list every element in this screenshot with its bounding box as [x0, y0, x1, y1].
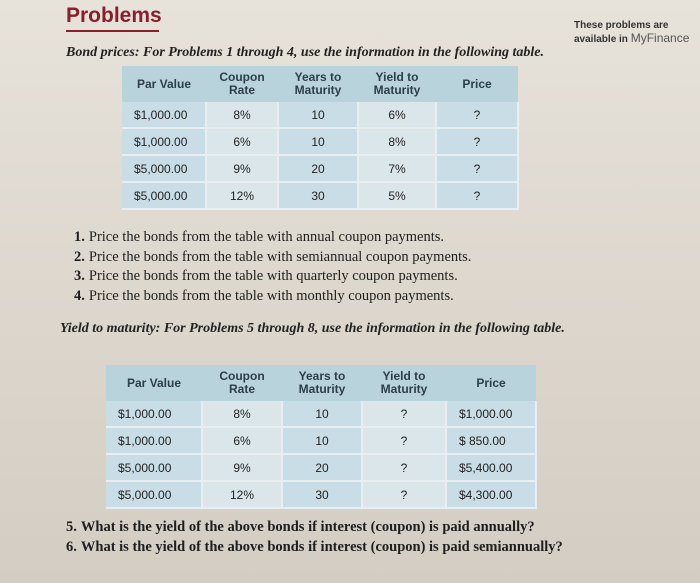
question-text: Price the bonds from the table with monthly coupon payments.	[88, 287, 454, 304]
table-header-row	[106, 365, 536, 401]
side-note	[574, 20, 700, 46]
question-text: What is the yield of the above bonds if interest (coupon) is paid semiannually?	[80, 538, 563, 555]
table-row	[106, 481, 536, 508]
table-row	[106, 427, 536, 454]
section1-intro: Bond prices: For Problems 1 through 4, use the information in the following table.	[66, 45, 545, 60]
cell-yield: 6%	[358, 102, 436, 128]
cell-years: 10	[282, 427, 362, 454]
header-price: Price	[446, 365, 536, 401]
title-underline	[66, 30, 159, 32]
side-note-text: These problems are available in	[574, 20, 669, 45]
header-years-to-maturity: Years to Maturity	[278, 66, 358, 102]
section2-intro: Yield to maturity: For Problems 5 through 8, use the information in the following table.	[60, 321, 565, 336]
table-row	[122, 182, 518, 209]
cell-par-value: $5,000.00	[122, 155, 206, 182]
header-par-value: Par Value	[122, 66, 206, 102]
brand-name: MyFinance	[630, 31, 690, 45]
header-price: Price	[436, 66, 518, 102]
section-title: Problems	[66, 4, 162, 27]
cell-coupon-rate: 9%	[206, 155, 278, 182]
header-par-value: Par Value	[106, 365, 202, 401]
table-row	[122, 128, 518, 155]
cell-par-value: $5,000.00	[106, 481, 202, 508]
cell-coupon-rate: 8%	[206, 102, 278, 128]
cell-years: 10	[278, 102, 358, 128]
cell-yield: 7%	[358, 155, 436, 182]
cell-price: ?	[436, 102, 518, 128]
question-number: 5.	[66, 519, 77, 535]
cell-coupon-rate: 6%	[202, 427, 282, 454]
list-item	[74, 229, 471, 249]
header-yield-to-maturity: Yield to Maturity	[358, 66, 436, 102]
cell-par-value: $1,000.00	[106, 427, 202, 454]
cell-coupon-rate: 6%	[206, 128, 278, 155]
cell-price: $1,000.00	[446, 401, 536, 427]
cell-par-value: $1,000.00	[122, 128, 206, 155]
list-item	[66, 519, 563, 539]
cell-years: 30	[278, 182, 358, 209]
header-yield-to-maturity: Yield to Maturity	[362, 365, 446, 401]
cell-par-value: $1,000.00	[122, 102, 206, 128]
list-item	[74, 268, 471, 288]
cell-price: $ 850.00	[446, 427, 536, 454]
cell-coupon-rate: 8%	[202, 401, 282, 427]
cell-price: ?	[436, 128, 518, 155]
yield-table	[106, 365, 537, 509]
question-number: 3.	[74, 268, 85, 284]
cell-coupon-rate: 9%	[202, 454, 282, 481]
question-text: Price the bonds from the table with semiannual coupon payments.	[88, 248, 472, 265]
cell-yield: 8%	[358, 128, 436, 155]
bond-price-table	[122, 66, 519, 210]
cell-years: 20	[282, 454, 362, 481]
table-row	[106, 454, 536, 481]
cell-par-value: $5,000.00	[106, 454, 202, 481]
question-number: 1.	[74, 229, 85, 245]
cell-coupon-rate: 12%	[206, 182, 278, 209]
header-coupon-rate: Coupon Rate	[206, 66, 278, 102]
cell-price: ?	[436, 182, 518, 209]
cell-price: $4,300.00	[446, 481, 536, 508]
question-number: 6.	[66, 538, 77, 555]
question-list-2	[66, 519, 563, 558]
question-list-1	[74, 229, 471, 307]
cell-yield: ?	[362, 481, 446, 508]
cell-yield: ?	[362, 454, 446, 481]
cell-years: 20	[278, 155, 358, 182]
cell-yield: ?	[362, 427, 446, 454]
list-item	[66, 539, 563, 559]
cell-par-value: $1,000.00	[106, 401, 202, 427]
cell-par-value: $5,000.00	[122, 182, 206, 209]
cell-yield: 5%	[358, 182, 436, 209]
question-text: Price the bonds from the table with annual coupon payments.	[88, 229, 445, 245]
cell-coupon-rate: 12%	[202, 481, 282, 508]
cell-years: 30	[282, 481, 362, 508]
table-row	[122, 155, 518, 182]
question-text: Price the bonds from the table with quarterly coupon payments.	[88, 268, 458, 284]
question-number: 4.	[74, 287, 85, 304]
header-coupon-rate: Coupon Rate	[202, 365, 282, 401]
table-row	[106, 401, 536, 427]
list-item	[74, 288, 471, 308]
table-row	[122, 102, 518, 128]
header-years-to-maturity: Years to Maturity	[282, 365, 362, 401]
cell-price: ?	[436, 155, 518, 182]
list-item	[74, 249, 471, 269]
cell-yield: ?	[362, 401, 446, 427]
cell-years: 10	[278, 128, 358, 155]
question-number: 2.	[74, 248, 85, 265]
table-header-row	[122, 66, 518, 102]
cell-years: 10	[282, 401, 362, 427]
question-text: What is the yield of the above bonds if interest (coupon) is paid annually?	[80, 519, 535, 535]
cell-price: $5,400.00	[446, 454, 536, 481]
